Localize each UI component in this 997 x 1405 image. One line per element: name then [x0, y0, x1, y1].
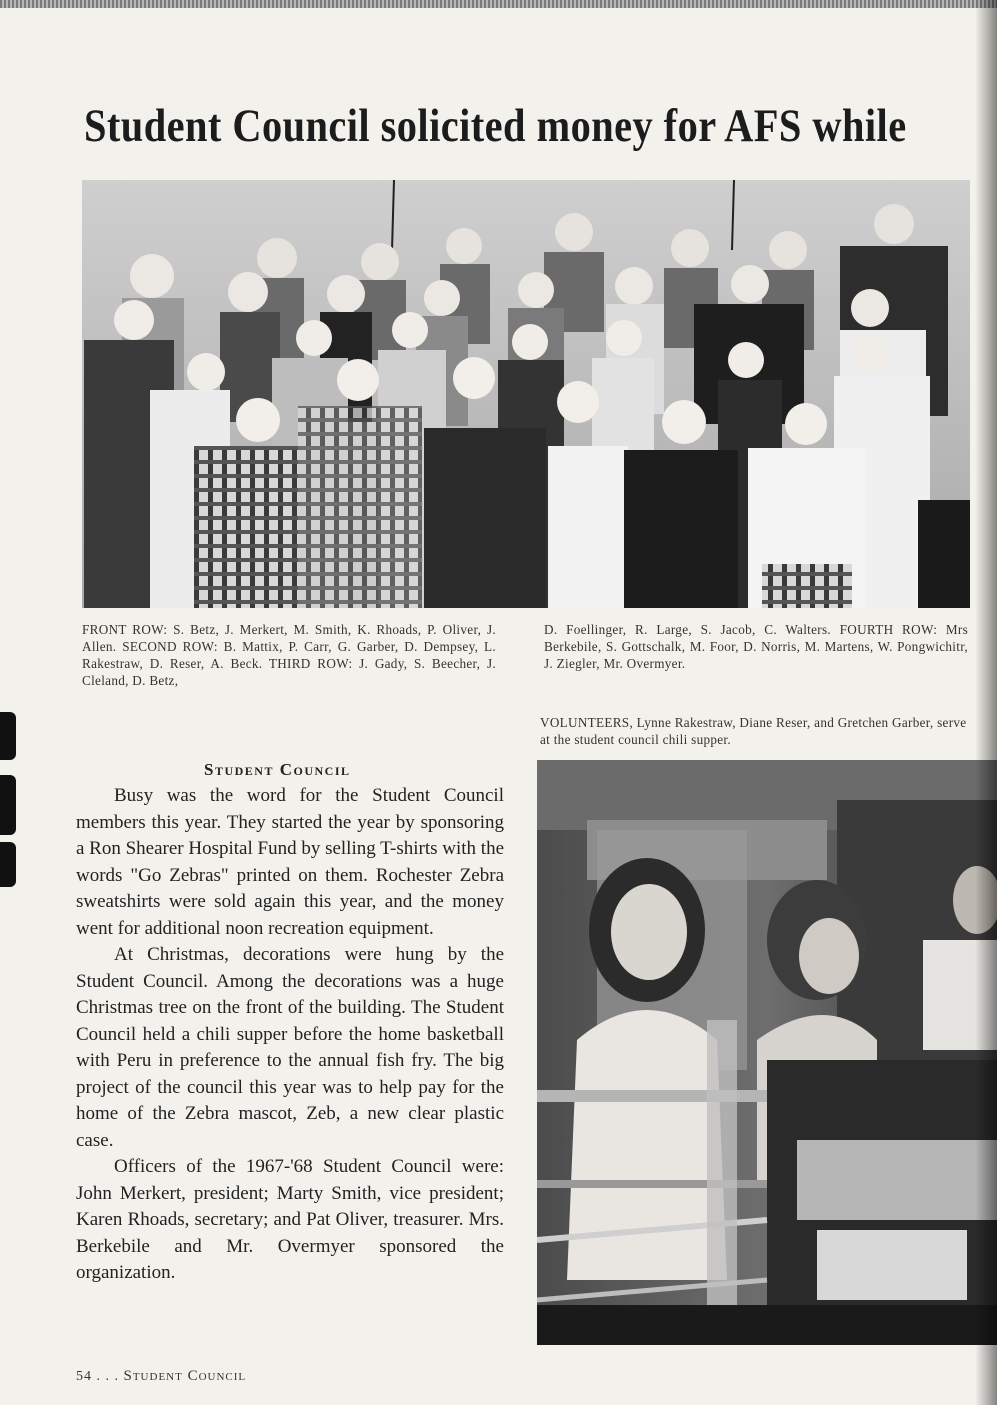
article-paragraph: Busy was the word for the Student Council members this year. They started the year by sponsoring a Ron Shearer Hospital Fund by selling T-shirts with the words "Go Zebras" printed on them. Rochester Zebra sweatshirts were sold again this year, and the money went for additional noon recreation equipment.: [76, 785, 505, 939]
article-body: [76, 783, 504, 1287]
group-photo: [82, 180, 970, 608]
article-paragraph: At Christmas, decorations were hung by the Student Council. Among the decorations was a huge Christmas tree on the front of the building. The Student Council held a chili supper before the home basketball with Peru in preference to the annual fish fry. The big project of the council this year was to help pay for the home of the Zebra mascot, Zeb, a new clear plastic case.: [76, 944, 504, 1151]
article-title: Student Council: [204, 760, 351, 779]
footer-section: Student Council: [123, 1368, 247, 1384]
page-number: 54: [76, 1369, 92, 1384]
adjacent-page-bleed-1: [0, 712, 16, 760]
article-paragraph: Officers of the 1967-'68 Student Council were: John Merkert, president; Marty Smith, vice president; Karen Rhoads, secretary; and Pat Oliver, treasurer. Mrs. Berkebile and Mr. Overmyer sponsored the organization.: [76, 1156, 504, 1283]
page-headline: Student Council solicited money for AFS while: [84, 100, 907, 152]
volunteers-photo-caption: VOLUNTEERS, Lynne Rakestraw, Diane Reser, and Gretchen Garber, serve at the student council chili supper.: [540, 715, 967, 747]
page-gutter-shadow: [975, 0, 997, 1405]
page-top-edge: [0, 0, 997, 8]
footer-dots: . . .: [92, 1369, 124, 1384]
group-photo-caption-right: D. Foellinger, R. Large, S. Jacob, C. Walters. FOURTH ROW: Mrs Berkebile, S. Gottschalk, M. Foor, D. Norris, M. Martens, W. Pongwichitr, J. Ziegler, Mr. Overmyer.: [544, 622, 968, 671]
chili-supper-photo: [537, 760, 997, 1345]
group-photo-caption-left: FRONT ROW: S. Betz, J. Merkert, M. Smith, K. Rhoads, P. Oliver, J. Allen. SECOND ROW: B. Mattix, P. Carr, G. Garber, D. Dempsey, L. Rakestraw, D. Reser, A. Beck. THIRD ROW: J. Gady, S. Beecher, J. Cleland, D. Betz,: [82, 622, 496, 688]
adjacent-page-bleed-2: [0, 775, 16, 835]
page-footer: [76, 1368, 246, 1385]
adjacent-page-bleed-3: [0, 842, 16, 887]
